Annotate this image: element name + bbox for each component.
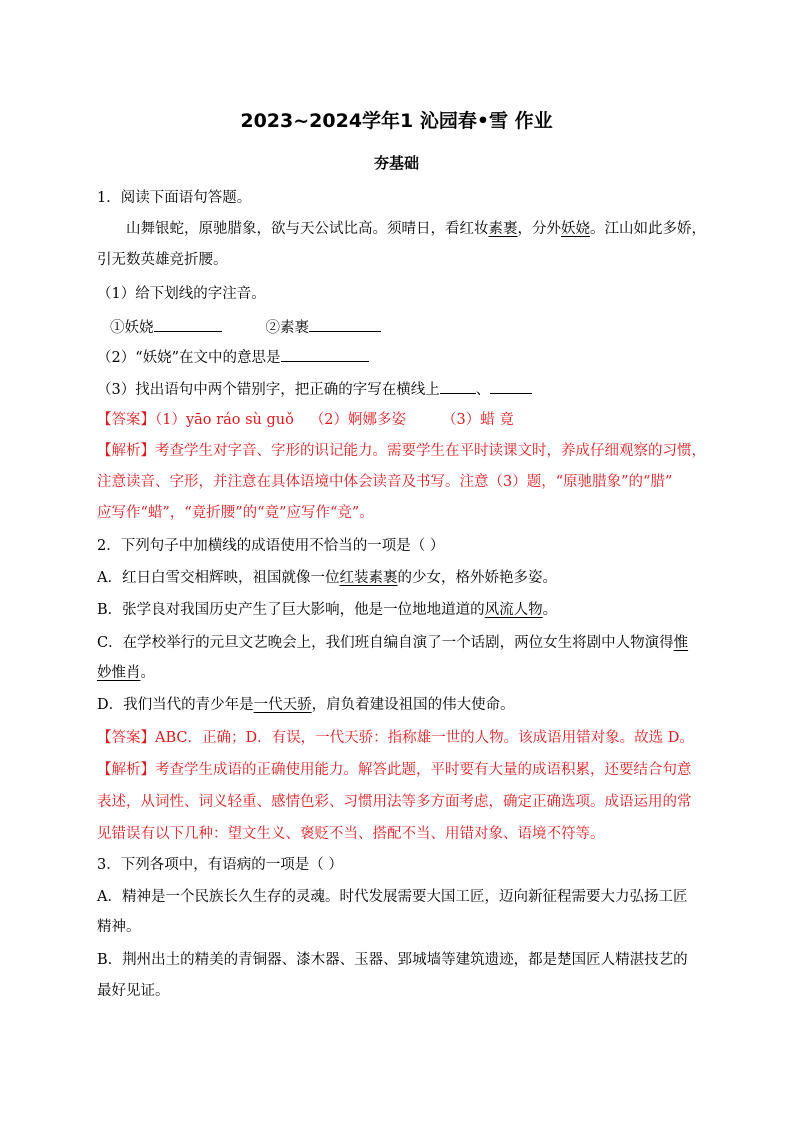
q1-stem: 1．阅读下面语句答题。: [97, 190, 252, 206]
q3-option-a-line-1: A．精神是一个民族长久生存的灵魂。时代发展需要大国工匠，迈向新征程需要大力弘扬工匠: [97, 889, 688, 905]
q2-option-b: B．张学良对我国历史产生了巨大影响，他是一位地地道道的风流人物。: [97, 602, 558, 618]
answer-blank[interactable]: [154, 316, 222, 332]
q2-analysis-line-2: 表述，从词性、词义轻重、感情色彩、习惯用法等多方面考虑，确定正确选项。成语运用的常: [97, 794, 692, 810]
q1-sub1: （1）给下划线的字注音。: [97, 286, 266, 302]
underlined-idiom: 红装素裹: [339, 570, 398, 586]
q2-option-a: A．红日白雪交相辉映，祖国就像一位红装素裹的少女，格外娇艳多姿。: [97, 570, 557, 586]
answer-blank[interactable]: [281, 346, 369, 362]
q2-stem: 2．下列句子中加横线的成语使用不恰当的一项是（ ）: [97, 538, 445, 554]
underlined-idiom: 一代天骄: [253, 697, 312, 713]
q2-answer: 【答案】ABC．正确；D．有误，一代天骄：指称雄一世的人物。该成语用错对象。故选 D。: [97, 730, 694, 746]
q1-sub1-blanks: ①妖娆 ②素裹: [110, 316, 381, 338]
section-heading: 夯基础: [373, 154, 419, 172]
q2-option-d: D．我们当代的青少年是一代天骄，肩负着建设祖国的伟大使命。: [97, 697, 515, 713]
answer-blank[interactable]: [490, 378, 532, 394]
q1-analysis-line-2: 注意读音、字形，并注意在具体语境中体会读音及书写。注意（3）题，“原驰腊象”的“腊”: [97, 474, 673, 490]
q1-analysis-line-1: 【解析】考查学生对字音、字形的识记能力。需要学生在平时读课文时，养成仔细观察的习惯，: [97, 443, 706, 459]
answer-blank[interactable]: [309, 316, 381, 332]
q1-answer: 【答案】（1）yāo ráo sù guǒ （2）婀娜多姿 （3）蜡 竟: [97, 412, 514, 428]
q3-option-b-line-1: B．荆州出土的精美的青铜器、漆木器、玉器、郢城墙等建筑遗迹，都是楚国匠人精湛技艺的: [97, 952, 688, 968]
q1-analysis-line-3: 应写作“蜡”，“竟折腰”的“竟”应写作“竞”。: [97, 505, 374, 521]
q1-sub2: （2）“妖娆”在文中的意思是: [97, 346, 369, 368]
underlined-word: 妖娆: [561, 221, 590, 237]
q1-sub3: （3）找出语句中两个错别字，把正确的字写在横线上 、: [97, 378, 532, 400]
q3-option-b-line-2: 最好见证。: [97, 983, 170, 999]
q1-passage-line-2: 引无数英雄竞折腰。: [97, 252, 228, 268]
page-title: 2023~2024学年1 沁园春•雪 作业: [240, 110, 553, 132]
q3-stem: 3．下列各项中，有语病的一项是（ ）: [97, 857, 343, 873]
q3-option-a-line-2: 精神。: [97, 919, 141, 935]
underlined-idiom: 妙惟肖: [97, 665, 141, 681]
answer-blank[interactable]: [440, 378, 476, 394]
underlined-idiom: 惟: [673, 635, 689, 651]
q2-analysis-line-3: 见错误有以下几种：望文生义、褒贬不当、搭配不当、用错对象、语境不符等。: [97, 826, 605, 842]
q2-option-c-line-2: 妙惟肖。: [97, 665, 155, 681]
q2-analysis-line-1: 【解析】考查学生成语的正确使用能力。解答此题，平时要有大量的成语积累，还要结合句意: [97, 762, 692, 778]
q1-passage-line-1: 山舞银蛇，原驰腊象，欲与天公试比高。须晴日，看红妆素裹，分外妖娆。江山如此多娇，: [126, 221, 706, 237]
underlined-word: 素裹: [488, 221, 518, 237]
q2-option-c-line-1: C．在学校举行的元旦文艺晚会上，我们班自编自演了一个话剧，两位女生将剧中人物演得惟: [97, 635, 689, 651]
underlined-idiom: 风流人物: [484, 602, 543, 618]
